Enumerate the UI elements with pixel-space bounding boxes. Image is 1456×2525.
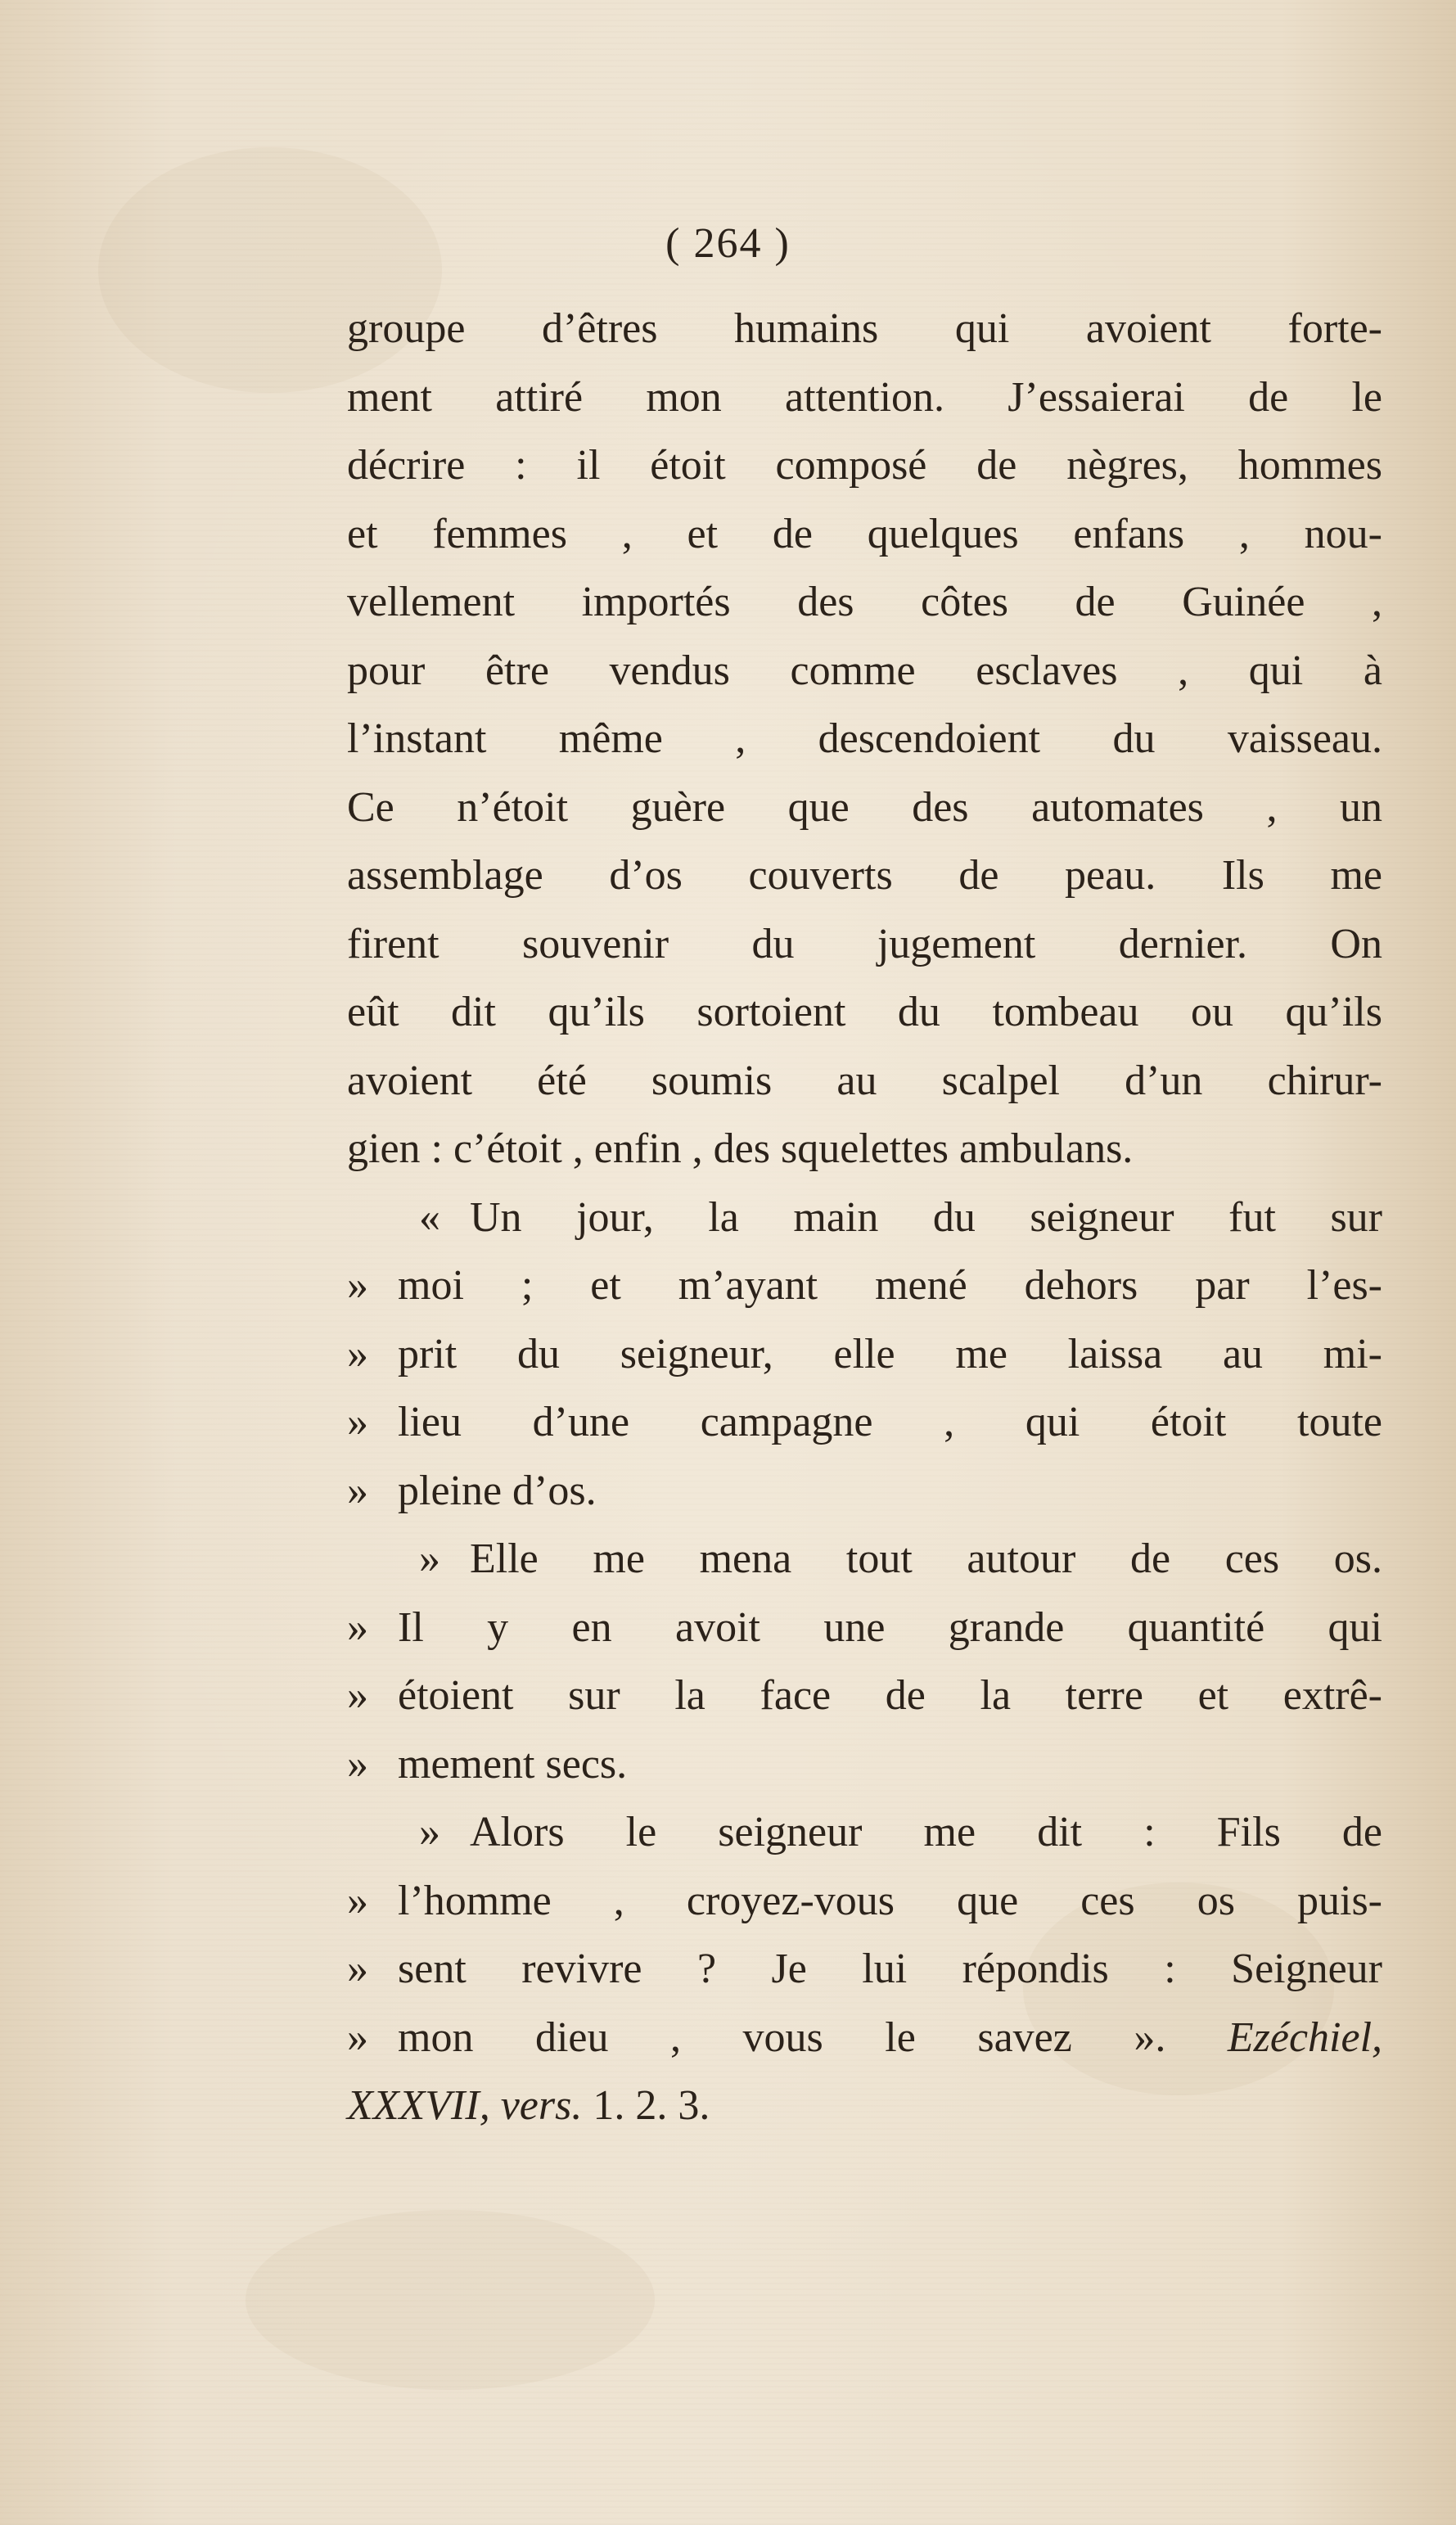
quote-line: « Un jour, la main du seigneur fut sur — [347, 1184, 1382, 1252]
quote-line: » pleine d’os. — [347, 1457, 1382, 1526]
reference-verses: 1. 2. 3. — [593, 2082, 710, 2129]
text-line: ment attiré mon attention. J’essaierai de le — [347, 373, 1382, 421]
quote-line: » lieu d’une campagne , qui étoit toute — [347, 1388, 1382, 1457]
quote-mark: » — [347, 1399, 368, 1445]
text-line: et femmes , et de quelques enfans , nou- — [347, 510, 1382, 557]
quote-line: » étoient sur la face de la terre et extrê- — [347, 1662, 1382, 1730]
quote-mark: » — [419, 1535, 440, 1582]
reference-chapter: XXXVII, vers. — [347, 2082, 583, 2129]
quote-line: » l’homme , croyez-vous que ces os puis- — [347, 1867, 1382, 1936]
text-line: l’instant même , descendoient du vaisseau. — [347, 715, 1382, 762]
quote-mark: » — [347, 1672, 368, 1719]
text-line: eût dit qu’ils sortoient du tombeau ou qu’ils — [347, 989, 1382, 1035]
quote-mark: » — [347, 1467, 368, 1514]
text-line: pour être vendus comme esclaves , qui à — [347, 647, 1382, 694]
quote-mark: » — [419, 1809, 440, 1855]
quote-last-text: mon dieu , vous le savez ». Ezéchiel, — [398, 2013, 1383, 2061]
paper-stain — [246, 2210, 655, 2390]
body-text — [347, 295, 1382, 2140]
quote-line: » sent revivre ? Je lui répondis : Seigneur — [347, 1935, 1382, 2004]
quote-mark: » — [347, 1740, 368, 1788]
text-line: groupe d’êtres humains qui avoient forte- — [347, 305, 1382, 352]
text-line: Ce n’étoit guère que des automates , un — [347, 783, 1382, 831]
text-line: firent souvenir du jugement dernier. On — [347, 920, 1382, 967]
quote-line: » mement secs. — [347, 1730, 1382, 1799]
reference-line — [347, 2072, 1382, 2140]
quote-line — [347, 2004, 1382, 2072]
text-line: gien : c’étoit , enfin , des squelettes ambulans. — [347, 1125, 1134, 1172]
quote-mark: » — [347, 1877, 368, 1924]
quote-line: » Il y en avoit une grande quantité qui — [347, 1594, 1382, 1662]
quote-line: » prit du seigneur, elle me laissa au mi- — [347, 1320, 1382, 1389]
page-number: ( 264 ) — [665, 220, 791, 267]
quote-line: » Elle me mena tout autour de ces os. — [347, 1525, 1382, 1594]
quote-mark: » — [347, 2013, 368, 2061]
open-quote-mark: « — [419, 1193, 440, 1241]
reference-book: Ezéchiel, — [1227, 2013, 1383, 2061]
quote-mark: » — [347, 1330, 368, 1377]
quote-line: » Alors le seigneur me dit : Fils de — [347, 1798, 1382, 1867]
quote-line: » moi ; et m’ayant mené dehors par l’es- — [347, 1251, 1382, 1320]
text-line: décrire : il étoit composé de nègres, hommes — [347, 442, 1382, 489]
text-line: avoient été soumis au scalpel d’un chirur- — [347, 1057, 1382, 1104]
quote-mark: » — [347, 1603, 368, 1651]
text-line: assemblage d’os couverts de peau. Ils me — [347, 852, 1382, 899]
quote-mark: » — [347, 1946, 368, 1992]
text-line: vellement importés des côtes de Guinée , — [347, 579, 1382, 625]
quote-mark: » — [347, 1262, 368, 1309]
